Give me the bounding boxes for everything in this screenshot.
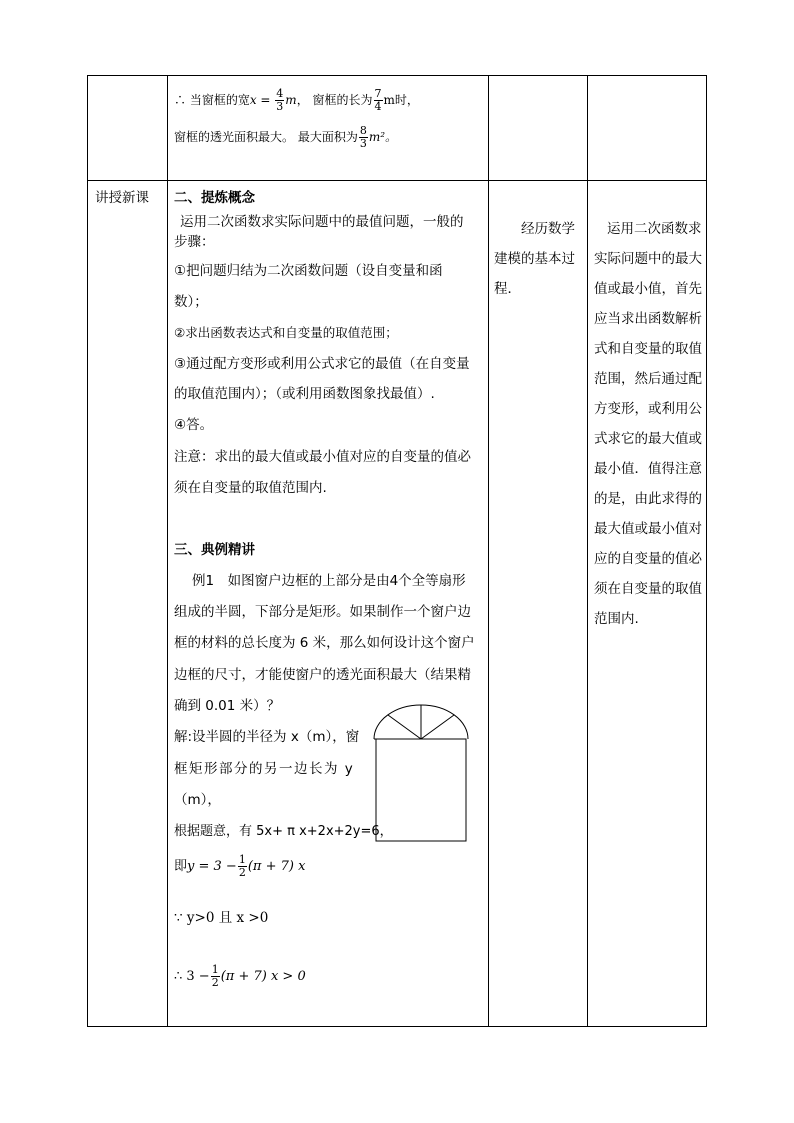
solution-line-5: 即y = 3 − $\frac{1}{2}$ (π + 7) x bbox=[174, 853, 306, 879]
example-line-1: 例1 如图窗户边框的上部分是由4个全等扇形 bbox=[192, 573, 466, 589]
row-label: 讲授新课 bbox=[95, 190, 149, 206]
fraction: $\frac{1}{2}$ bbox=[238, 853, 246, 879]
solution-line-3: （m）， bbox=[174, 792, 221, 808]
step-3-line-2: 的取值范围内）；（或利用函数图象找最值）. bbox=[174, 386, 435, 402]
intro-line-1: 运用二次函数求实际问题中的最值问题，一般的 bbox=[180, 214, 464, 230]
col-divider-3 bbox=[587, 75, 588, 1027]
fraction: $\frac{4}{3}$ bbox=[276, 87, 284, 113]
step-1-line-1: ①把问题归结为二次函数问题（设自变量和函 bbox=[174, 263, 443, 279]
table-bottom-border bbox=[87, 1026, 707, 1027]
note-line-2: 须在自变量的取值范围内. bbox=[174, 480, 327, 496]
inequality-line: ∴ 3 − $\frac{1}{2}$ (π + 7) x > 0 bbox=[174, 963, 306, 989]
section-heading-concepts: 二、提炼概念 bbox=[174, 190, 255, 206]
step-4: ④答。 bbox=[174, 417, 214, 433]
solution-line-4: 根据题意，有 5x+ π x+2x+2y=6， bbox=[174, 824, 393, 839]
example-line-2: 组成的半圆，下部分是矩形。如果制作一个窗户边 bbox=[174, 604, 471, 620]
rectangle-bottom bbox=[376, 739, 466, 841]
sector-line-2 bbox=[388, 715, 421, 739]
sector-line-4 bbox=[421, 715, 454, 739]
fraction: $\frac{8}{3}$ bbox=[359, 124, 367, 150]
table-right-border bbox=[706, 75, 707, 1027]
col-divider-1 bbox=[167, 75, 168, 1027]
student-activity-text: 经历数学建模的基本过程． bbox=[494, 221, 575, 297]
note-line-1: 注意：求出的最大值或最小值对应的自变量的值必 bbox=[174, 449, 471, 465]
table-top-border bbox=[87, 75, 707, 76]
window-frame-figure bbox=[372, 703, 472, 843]
top-conclusion-line-1: ∴ 当窗框的宽x = $\frac{4}{3}$ m， 窗框的长为 $\frac{7}{4}$ m时， bbox=[174, 87, 419, 113]
condition-line: ∵ y>0 且 x >0 bbox=[174, 910, 269, 926]
solution-line-1: 解:设半圆的半径为 x（m），窗 bbox=[174, 729, 360, 745]
fraction: $\frac{1}{2}$ bbox=[211, 963, 219, 989]
design-intent-text: 运用二次函数求实际问题中的最大值或最小值，首先应当求出函数解析式和自变量的取值范围，然后通过配方变形，或利用公式求它的最大值或最小值．值得注意的是，由此求得的最大值或最小值对应的自变量的值必须在自变量的取值范围内. bbox=[594, 221, 702, 627]
intro-line-2: 步骤： bbox=[174, 234, 215, 250]
step-1-line-2: 数）； bbox=[174, 294, 208, 310]
section-heading-examples: 三、典例精讲 bbox=[174, 542, 255, 558]
fraction: $\frac{7}{4}$ bbox=[374, 87, 382, 113]
example-line-5: 确到 0.01 米）？ bbox=[174, 698, 281, 714]
table-left-border bbox=[87, 75, 88, 1027]
top-conclusion-line-2: 窗框的透光面积最大。 最大面积为 $\frac{8}{3}$ m²。 bbox=[174, 124, 398, 150]
step-3-line-1: ③通过配方变形或利用公式求它的最值（在自变量 bbox=[174, 356, 470, 372]
step-2: ②求出函数表达式和自变量的取值范围； bbox=[174, 325, 398, 340]
solution-line-2: 框矩形部分的另一边长为 y bbox=[174, 761, 355, 777]
row-divider bbox=[87, 180, 707, 181]
example-line-3: 框的材料的总长度为 6 米，那么如何设计这个窗户 bbox=[174, 635, 475, 651]
example-line-4: 边框的尺寸，才能使窗户的透光面积最大（结果精 bbox=[174, 667, 471, 683]
col-divider-2 bbox=[488, 75, 489, 1027]
